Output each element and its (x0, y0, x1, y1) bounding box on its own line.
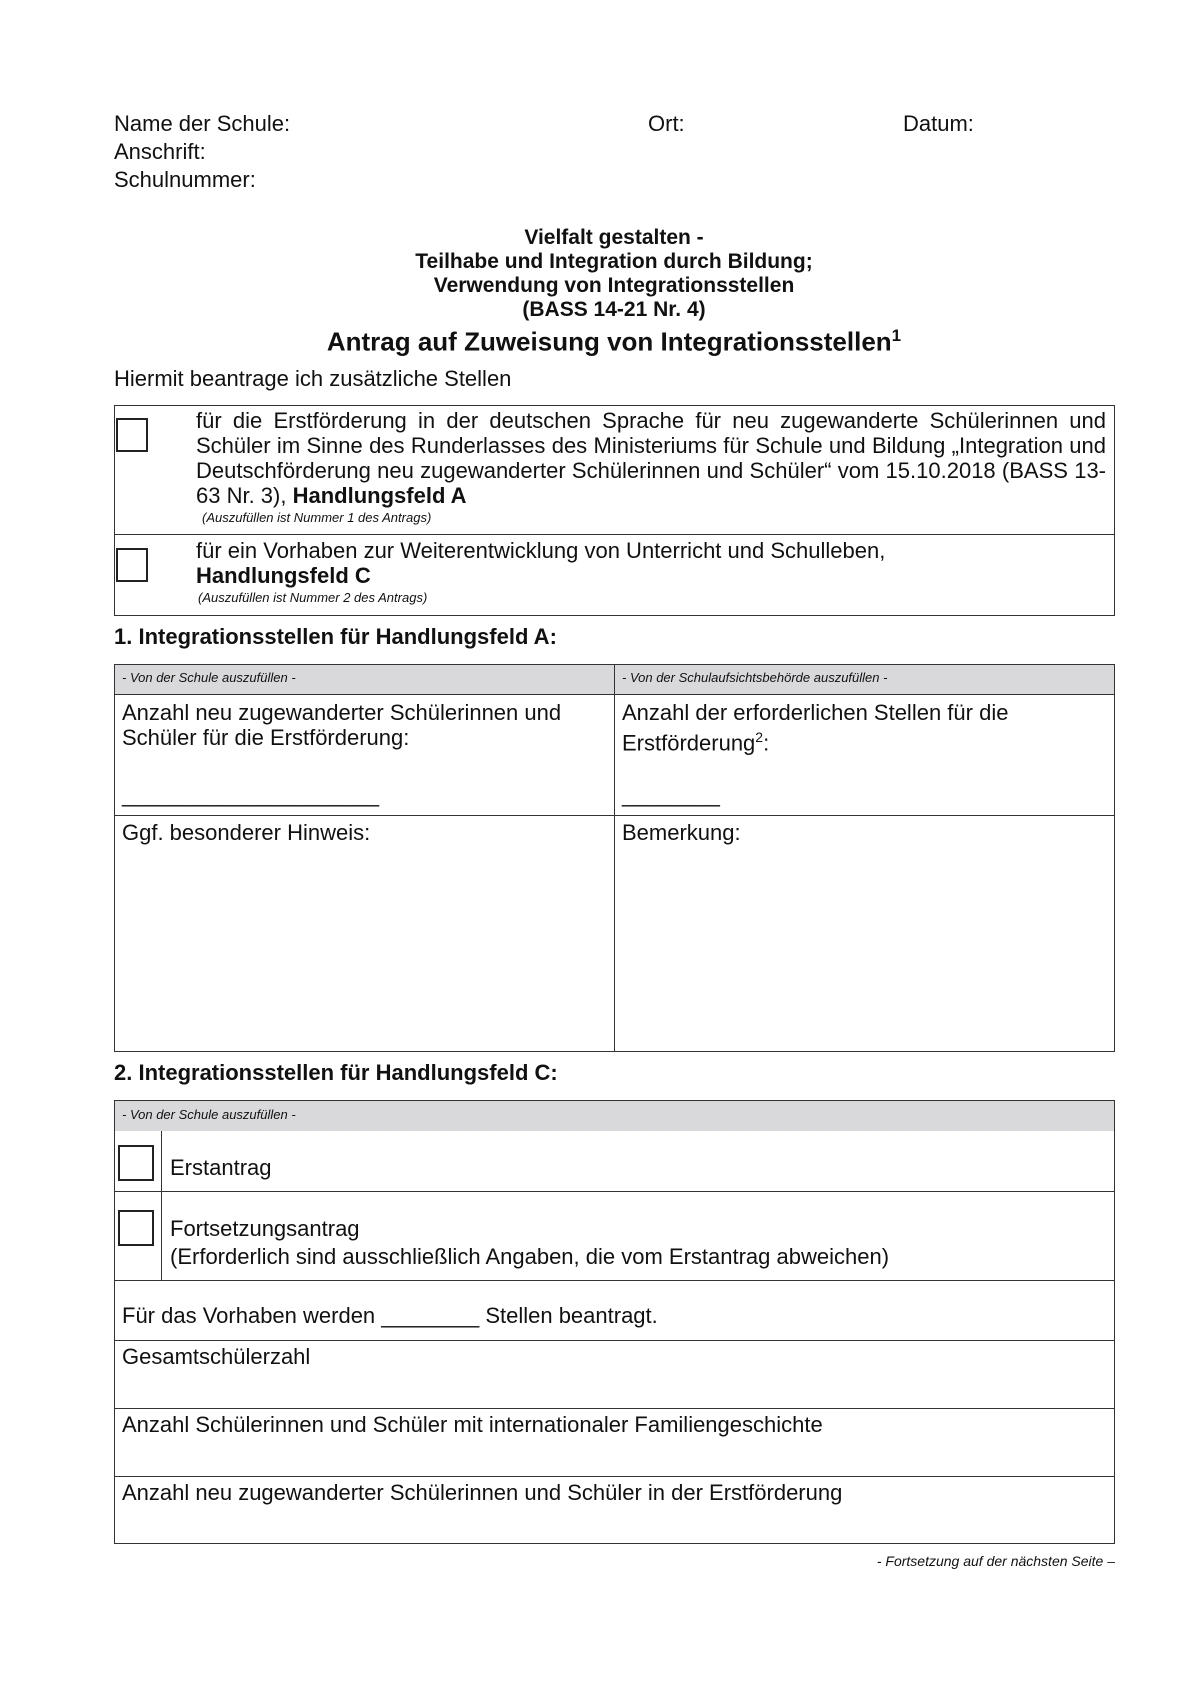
option-a-note: (Auszufüllen ist Nummer 1 des Antrags) (202, 510, 432, 525)
hinweis-label: Ggf. besonderer Hinweis: (122, 820, 371, 845)
option-c-bold: Handlungsfeld C (196, 563, 371, 588)
right-question (622, 700, 1110, 755)
gesamtschuelerzahl-label: Gesamtschülerzahl (122, 1344, 311, 1369)
datum-label: Datum: (903, 111, 974, 136)
option-c-note: (Auszufüllen ist Nummer 2 des Antrags) (198, 590, 428, 605)
option-a-body: für die Erstförderung in der deutschen Sprache für neu zugewanderte Schülerinnen und Schüler im Sinne des Runderlasses des Ministeriums für Schule und Bildung „Integration und Deutschförderung neu zugewanderter Schülerinnen und Schüler“ vom 15.10.2018 (BASS 13-63 Nr. 3), (196, 408, 1106, 508)
title-line-2: Teilhabe und Integration durch Bildung; (415, 250, 813, 273)
option-a-text (196, 408, 1106, 508)
option-c-body: für ein Vorhaben zur Weiterentwicklung von Unterricht und Schulleben, (196, 538, 886, 563)
erstantrag-divider (114, 1191, 1115, 1192)
right-question-text: Anzahl der erforderlichen Stellen für die Erstförderung (622, 700, 1009, 756)
main-title (114, 326, 1114, 358)
fortsetzung-divider (114, 1280, 1115, 1281)
left-answer-blank[interactable]: _____________________ (122, 782, 379, 807)
section-2-header: - Von der Schule auszufüllen - (122, 1107, 296, 1122)
schulnummer-label: Schulnummer: (114, 167, 256, 192)
stellen-divider (114, 1340, 1115, 1341)
section-2-heading: 2. Integrationsstellen für Handlungsfeld C: (114, 1060, 558, 1085)
ort-label: Ort: (648, 111, 685, 136)
row2-divider (114, 1476, 1115, 1477)
title-line-3: Verwendung von Integrationsstellen (433, 274, 795, 297)
stellen-blank[interactable]: ________ (381, 1303, 480, 1328)
title-line-1: Vielfalt gestalten - (524, 226, 704, 249)
title-line-4: (BASS 14-21 Nr. 4) (522, 298, 706, 321)
option-a-bold: Handlungsfeld A (292, 483, 467, 508)
school-name-label: Name der Schule: (114, 111, 291, 136)
fortsetzung-checkbox[interactable] (118, 1210, 154, 1246)
main-title-text: Antrag auf Zuweisung von Integrationsstellen (326, 326, 892, 357)
fortsetzung-note: (Erforderlich sind ausschließlich Angaben, die vom Erstantrag abweichen) (170, 1244, 890, 1269)
main-title-footnote: 1 (891, 326, 902, 345)
right-question-colon: : (763, 730, 770, 756)
footer-continuation: - Fortsetzung auf der nächsten Seite – (876, 1553, 1115, 1569)
option-a-checkbox[interactable] (116, 418, 148, 452)
stellen-suffix: Stellen beantragt. (485, 1303, 658, 1328)
options-divider (114, 534, 1115, 535)
section-1-left-header: - Von der Schule auszufüllen - (122, 670, 296, 685)
erstantrag-label: Erstantrag (170, 1155, 272, 1180)
section-1-row-divider (114, 815, 1115, 816)
erstantrag-checkbox[interactable] (118, 1145, 154, 1181)
row1-divider (114, 1408, 1115, 1409)
bemerkung-label: Bemerkung: (622, 820, 741, 845)
fortsetzung-label: Fortsetzungsantrag (170, 1216, 360, 1241)
option-c-text (196, 538, 1106, 588)
left-question: Anzahl neu zugewanderter Schülerinnen und Schüler für die Erstförderung: (122, 700, 562, 750)
internationale-familiengeschichte-label: Anzahl Schülerinnen und Schüler mit internationaler Familiengeschichte (122, 1412, 823, 1437)
stellen-line (122, 1303, 658, 1328)
anschrift-label: Anschrift: (114, 139, 206, 164)
stellen-prefix: Für das Vorhaben werden (122, 1303, 376, 1328)
section-1-heading: 1. Integrationsstellen für Handlungsfeld A: (114, 624, 557, 649)
erstfoerderung-anzahl-label: Anzahl neu zugewanderter Schülerinnen und Schüler in der Erstförderung (122, 1480, 843, 1505)
right-question-footnote: 2 (755, 729, 764, 745)
section-1-col-divider (614, 664, 615, 1052)
section-2-checkbox-col-divider (161, 1131, 162, 1280)
right-answer-blank[interactable]: ________ (622, 782, 720, 807)
option-c-checkbox[interactable] (116, 548, 148, 582)
intro-text: Hiermit beantrage ich zusätzliche Stellen (114, 366, 512, 391)
section-1-right-header: - Von der Schulaufsichtsbehörde auszufüllen - (622, 670, 888, 685)
